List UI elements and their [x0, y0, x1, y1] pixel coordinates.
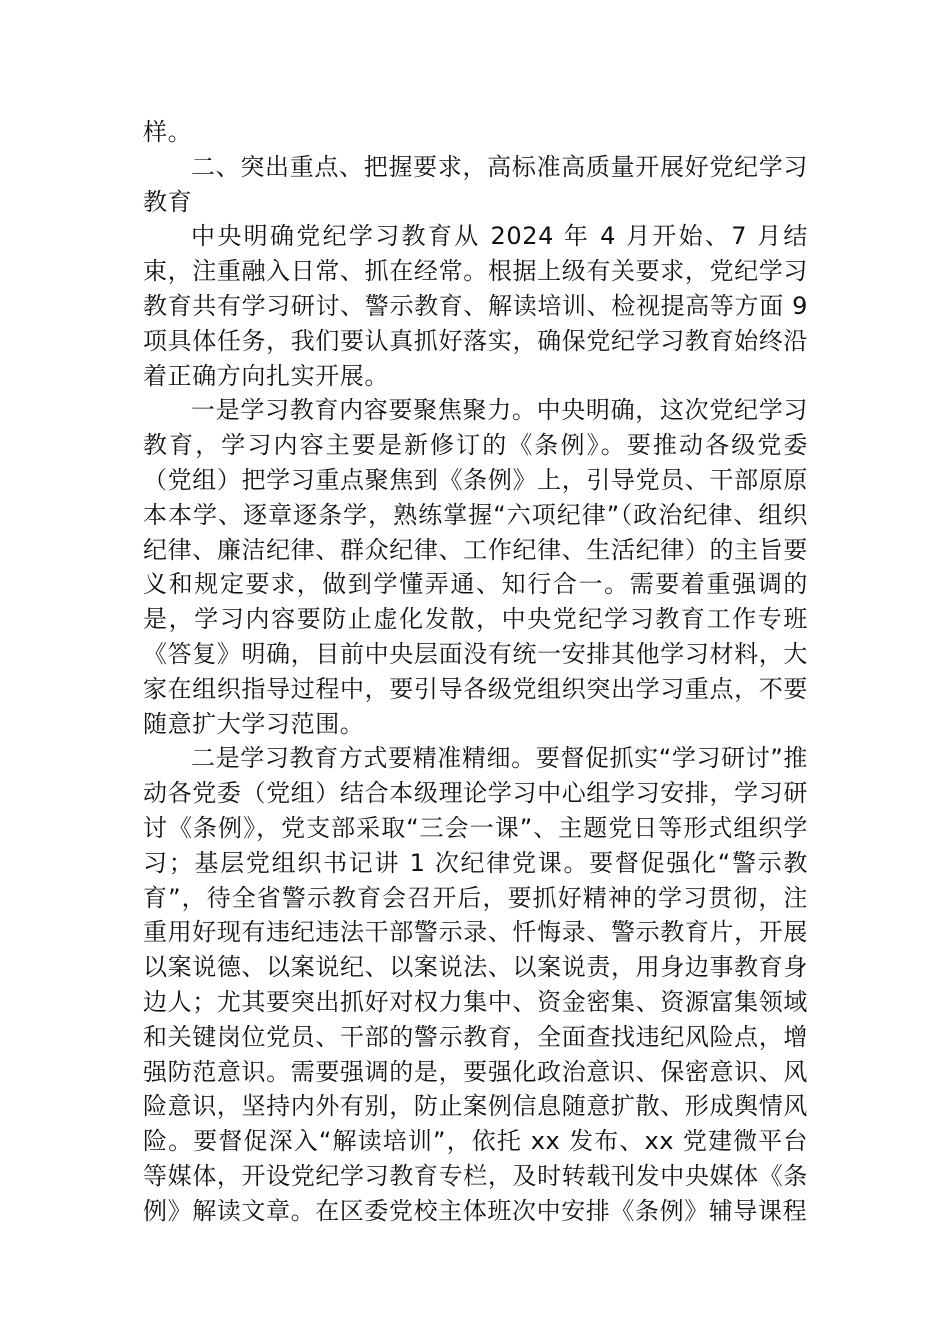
paragraph-method-precision: 二是学习教育方式要精准精细。要督促抓实“学习研讨”推动各党委（党组）结合本级理论学习中心组学习安排，学习研讨《条例》，党支部采取“三会一课”、主题党日等形式组织学习；基层党组织书记讲 1 次纪律党课。要督促强化“警示教育”，待全省警示教育会召开后，要抓好精神的学习贯彻，注重用好现有违纪违法干部警示录、忏悔录、警示教育片，开展以案说德、以案说纪、以案说法、以案说责，用身边事教育身边人；尤其要突出抓好对权力集中、资金密集、资源富集领域和关键岗位党员、干部的警示教育，全面查找违纪风险点，增强防范意识。需要强调的是，要强化政治意识、保密意识、风险意识，坚持内外有别，防止案例信息随意扩散、形成舆情风险。要督促深入“解读培训”，依托 xx 发布、xx 党建微平台等媒体，开设党纪学习教育专栏，及时转载刊发中央媒体《条例》解读文章。在区委党校主体班次中安排《条例》辅导课程 [143, 744, 808, 1225]
paragraph-content-focus: 一是学习教育内容要聚焦聚力。中央明确，这次党纪学习教育，学习内容主要是新修订的《条例》。要推动各级党委（党组）把学习重点聚焦到《条例》上，引导党员、干部原原本本学、逐章逐条学，熟练掌握“六项纪律”（政治纪律、组织纪律、廉洁纪律、群众纪律、工作纪律、生活纪律）的主旨要义和规定要求，做到学懂弄通、知行合一。需要着重强调的是，学习内容要防止虚化发散，中央党纪学习教育工作专班《答复》明确，目前中央层面没有统一安排其他学习材料，大家在组织指导过程中，要引导各级党组织突出学习重点，不要随意扩大学习范围。 [143, 396, 808, 738]
section-heading: 二、突出重点、把握要求，高标准高质量开展好党纪学习教育 [143, 152, 808, 216]
paragraph-continuation: 样。 [143, 118, 193, 146]
document-page [143, 115, 808, 1229]
paragraph-overview: 中央明确党纪学习教育从 2024 年 4 月开始、7 月结束，注重融入日常、抓在经常。根据上级有关要求，党纪学习教育共有学习研讨、警示教育、解读培训、检视提高等方面 9 项具体任务，我们要认真抓好落实，确保党纪学习教育始终沿着正确方向扎实开展。 [143, 222, 808, 390]
